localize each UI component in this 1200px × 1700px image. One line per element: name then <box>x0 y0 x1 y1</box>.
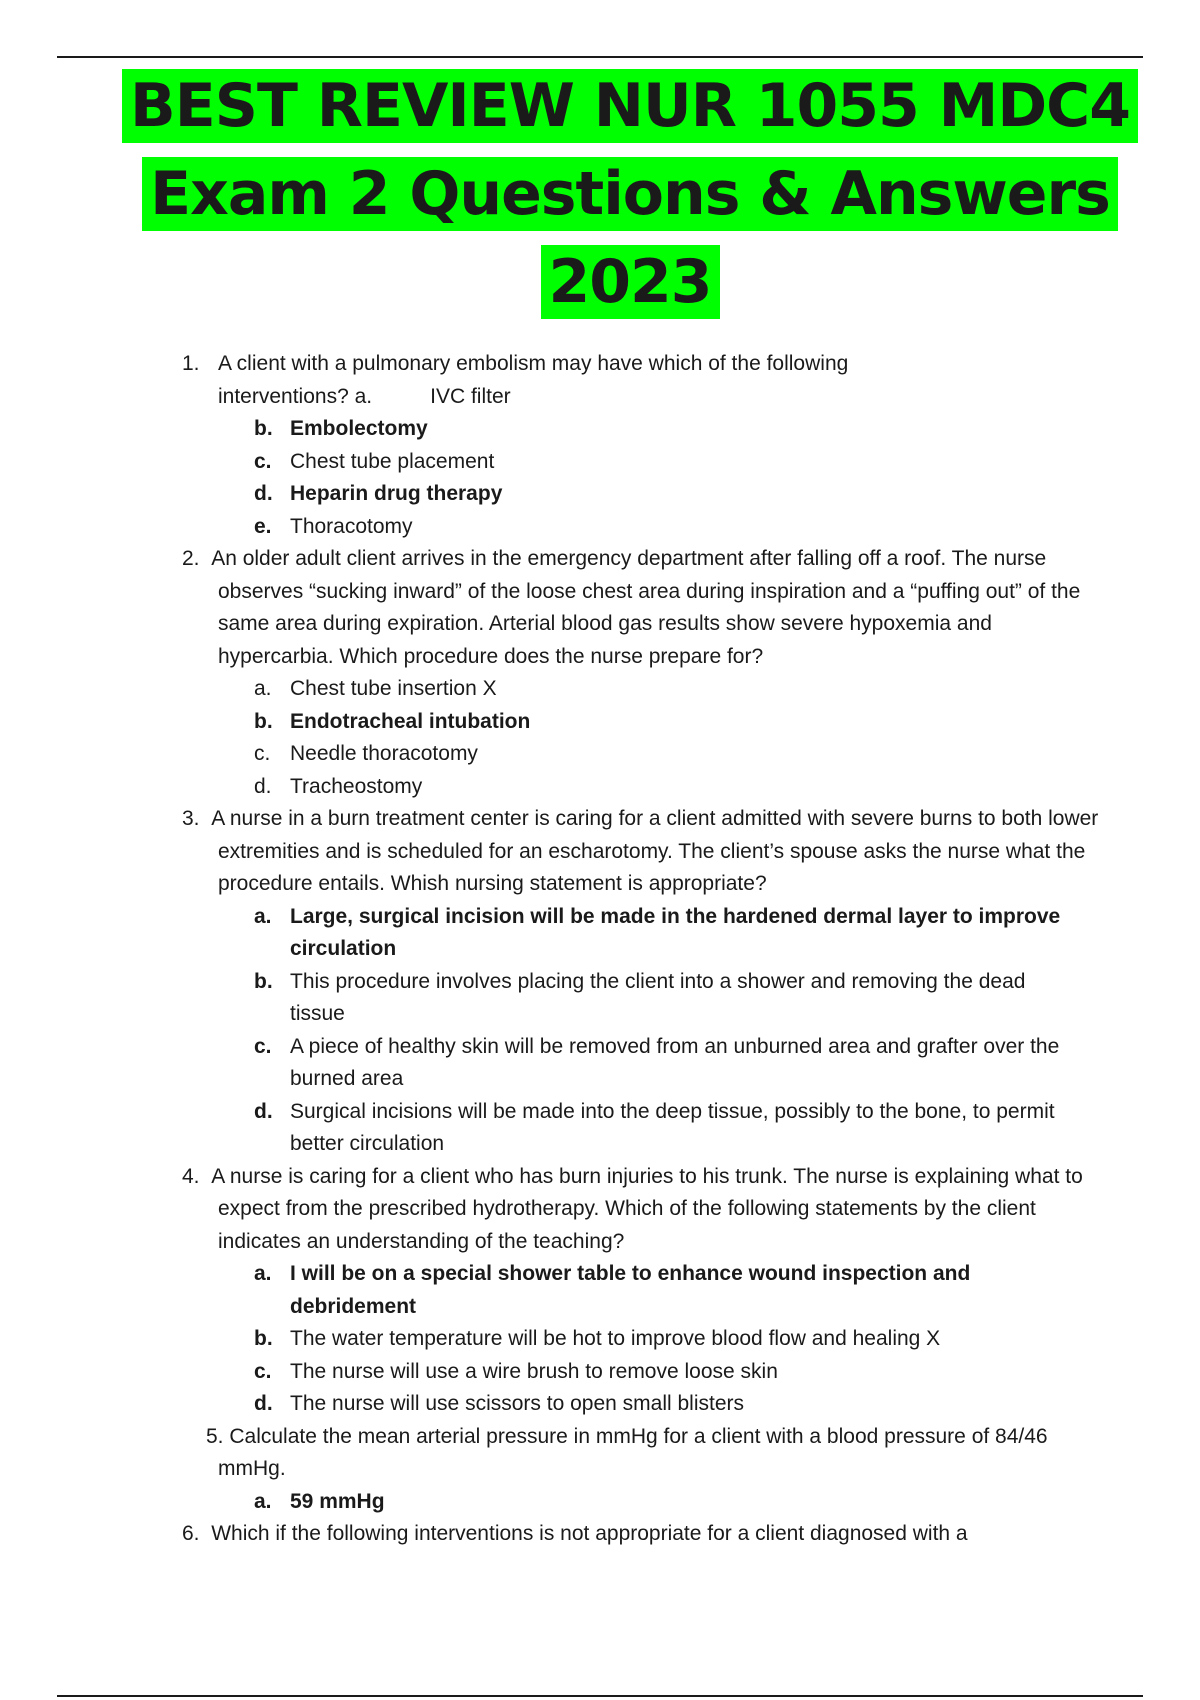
option-text: Endotracheal intubation <box>290 709 531 733</box>
option-text: Chest tube insertion X <box>290 677 497 700</box>
option-letter: a. <box>254 904 272 928</box>
question-number: 2. <box>182 547 200 570</box>
question-stem <box>182 1161 1100 1259</box>
option-text: Needle thoracotomy <box>290 742 478 765</box>
option-letter: c. <box>254 1359 272 1383</box>
question-number: 3. <box>182 807 200 830</box>
option-letter: c. <box>254 1034 272 1058</box>
question-stem <box>182 803 1100 901</box>
question-1 <box>0 348 1200 413</box>
option-letter: a. <box>254 677 272 700</box>
option-letter: d. <box>254 1392 273 1415</box>
answer-option <box>0 478 1200 511</box>
option-letter: b. <box>254 1327 273 1350</box>
answer-option <box>0 673 1200 706</box>
answer-option <box>0 966 1200 1031</box>
option-letter: e. <box>254 514 272 538</box>
answer-option <box>0 1096 1200 1161</box>
option-text: Tracheostomy <box>290 774 423 798</box>
question-stem <box>182 1518 1100 1551</box>
question-3 <box>0 803 1200 901</box>
answer-option <box>0 1258 1200 1323</box>
question-5 <box>0 1421 1200 1486</box>
question-number: 1. <box>182 352 200 375</box>
question-number: 4. <box>182 1164 200 1188</box>
option-text: This procedure involves placing the client into a shower and removing the dead tissue <box>290 969 1026 1025</box>
option-text: 59 mmHg <box>290 1489 385 1513</box>
question-list <box>0 348 1200 1551</box>
option-letter: c. <box>254 449 272 473</box>
answer-option <box>0 901 1200 966</box>
answer-option <box>0 511 1200 544</box>
answer-option <box>0 1323 1200 1356</box>
question-stem-text: A nurse is caring for a client who has burn injuries to his trunk. The nurse is explaining what to expect from the prescribed hydrotherapy. Which of the following statements by the client indicates an understanding of the teaching? <box>211 1164 1083 1253</box>
option-letter: b. <box>254 969 273 993</box>
document-title <box>120 62 1140 326</box>
option-text: Large, surgical incision will be made in the hardened dermal layer to improve circulation <box>290 904 1061 960</box>
question-stem-part2: IVC filter <box>430 384 511 408</box>
question-4 <box>0 1161 1200 1259</box>
option-text: Thoracotomy <box>290 514 413 538</box>
bottom-rule <box>57 1695 1143 1697</box>
answer-option <box>0 1486 1200 1519</box>
option-text: The nurse will use a wire brush to remove loose skin <box>290 1359 778 1383</box>
option-text: The nurse will use scissors to open small blisters <box>290 1392 745 1415</box>
question-stem-part1: A client with a pulmonary embolism may have which of the following interventions? a. <box>218 352 849 408</box>
option-text: The water temperature will be hot to improve blood flow and healing X <box>290 1327 941 1350</box>
option-letter: d. <box>254 482 273 505</box>
question-stem <box>218 348 910 413</box>
title-line-1: BEST REVIEW NUR 1055 MDC4 <box>122 69 1138 143</box>
question-number: 6. <box>182 1522 200 1545</box>
option-text: Embolectomy <box>290 417 428 440</box>
answer-option <box>0 771 1200 804</box>
option-text: Surgical incisions will be made into the deep tissue, possibly to the bone, to permit better circulation <box>290 1099 1055 1155</box>
answer-option <box>0 1356 1200 1389</box>
question-2 <box>0 543 1200 673</box>
answer-option <box>0 446 1200 479</box>
answer-option <box>0 1388 1200 1421</box>
question-stem: 5. Calculate the mean arterial pressure in mmHg for a client with a blood pressure of 84/46 mmHg. <box>206 1424 1048 1480</box>
title-line-3: 2023 <box>541 245 720 319</box>
option-letter: d. <box>254 1099 273 1123</box>
question-stem-text: A nurse in a burn treatment center is caring for a client admitted with severe burns to both lower extremities and is scheduled for an escharotomy. The client’s spouse asks the nurse what the procedure entails. Whish nursing statement is appropriate? <box>211 807 1099 895</box>
option-letter: b. <box>254 709 273 733</box>
option-text: Chest tube placement <box>290 449 495 473</box>
question-stem-text: Which if the following interventions is not appropriate for a client diagnosed with a <box>211 1522 968 1545</box>
question-stem <box>182 543 1100 673</box>
answer-option <box>0 1031 1200 1096</box>
option-letter: c. <box>254 742 271 765</box>
question-6 <box>0 1518 1200 1551</box>
answer-option <box>0 706 1200 739</box>
answer-option <box>0 413 1200 446</box>
option-text: I will be on a special shower table to enhance wound inspection and debridement <box>290 1262 971 1318</box>
question-stem-text: An older adult client arrives in the emergency department after falling off a roof. The nurse observes “sucking inward” of the loose chest area during inspiration and a “puffing out” of the same area during expiration. Arterial blood gas results show severe hypoxemia and hypercarbia. Which procedure does the nurse prepare for? <box>211 547 1081 668</box>
option-letter: d. <box>254 774 272 798</box>
answer-option <box>0 738 1200 771</box>
title-line-2: Exam 2 Questions & Answers <box>142 157 1118 231</box>
option-letter: a. <box>254 1262 272 1285</box>
option-text: A piece of healthy skin will be removed from an unburned area and grafter over the burned area <box>290 1034 1060 1090</box>
top-rule <box>57 56 1143 58</box>
option-letter: b. <box>254 417 273 440</box>
option-text: Heparin drug therapy <box>290 482 503 505</box>
option-letter: a. <box>254 1489 272 1513</box>
